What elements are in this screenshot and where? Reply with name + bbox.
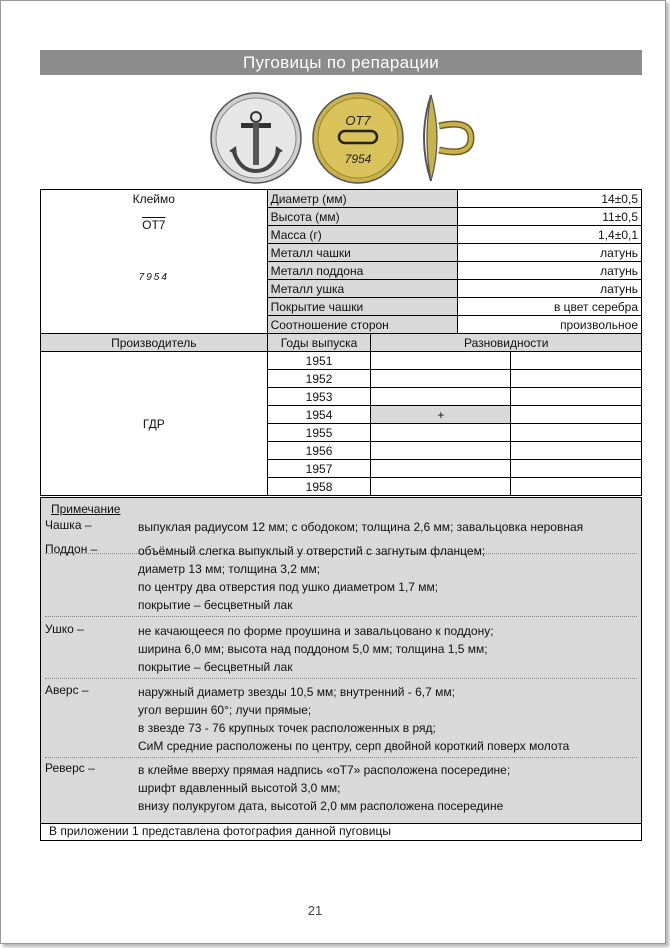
manufacturer-header: Производитель (41, 334, 268, 352)
spec-value: латунь (458, 262, 642, 280)
spec-label: Металл ушка (267, 280, 458, 298)
spec-label: Масса (г) (267, 226, 458, 244)
variant-extra (511, 352, 642, 370)
stamp-top-text: ОТ7 (142, 218, 166, 232)
footer-note: В приложении 1 представлена фотография данной пуговицы (40, 822, 642, 841)
note-base (45, 542, 637, 617)
spec-label: Металл чашки (267, 244, 458, 262)
spec-label: Диаметр (мм) (267, 190, 458, 208)
variant-mark (371, 370, 511, 388)
page-title: Пуговицы по репарации (40, 50, 642, 75)
page-number: 21 (307, 903, 323, 918)
note-reverse (45, 761, 637, 817)
note-label: Ушко – (45, 622, 84, 636)
note-label: Реверс – (45, 761, 95, 775)
year-cell: 1952 (267, 370, 371, 388)
note-label: Аверс – (45, 683, 89, 697)
variant-mark: + (371, 406, 511, 424)
button-illustrations (209, 91, 479, 185)
year-cell: 1953 (267, 388, 371, 406)
spec-value: 1,4±0,1 (458, 226, 642, 244)
year-cell: 1956 (267, 442, 371, 460)
note-line: диаметр 13 мм; толщина 3,2 мм; (138, 562, 321, 576)
variant-extra (511, 442, 642, 460)
note-line: в звезде 73 - 76 крупных точек расположенных в ряд; (138, 721, 436, 735)
variant-mark (371, 478, 511, 496)
year-cell: 1958 (267, 478, 371, 496)
svg-text:ОТ7: ОТ7 (345, 113, 371, 128)
spec-value: произвольное (458, 316, 642, 334)
variant-mark (371, 460, 511, 478)
note-label: Поддон – (45, 542, 98, 556)
variant-extra (511, 460, 642, 478)
spec-value: 11±0,5 (458, 208, 642, 226)
reverse-image (313, 93, 403, 183)
note-line: ширина 6,0 мм; высота над поддоном 5,0 мм; толщина 1,5 мм; (138, 642, 488, 656)
note-line: внизу полукругом дата, высотой 2,0 мм расположена посередине (138, 799, 504, 813)
note-line: не качающееся по форме проушина и завальцовано к поддону; (138, 624, 494, 638)
year-cell: 1955 (267, 424, 371, 442)
variant-extra (511, 388, 642, 406)
spec-label: Покрытие чашки (267, 298, 458, 316)
note-line: в клейме вверху прямая надпись «оТ7» расположена посередине; (138, 763, 511, 777)
notes-section (40, 497, 642, 824)
note-line: угол вершин 60°; лучи прямые; (138, 703, 312, 717)
manufacturer-name: ГДР (41, 352, 268, 496)
note-line: по центру два отверстия под ушко диаметром 1,7 мм; (138, 580, 439, 594)
variants-header: Разновидности (371, 334, 642, 352)
note-line: СиМ средние расположены по центру, серп двойной короткий поверх молота (138, 739, 570, 753)
spec-value: 14±0,5 (458, 190, 642, 208)
variant-extra (511, 406, 642, 424)
spec-value: в цвет серебра (458, 298, 642, 316)
stamp-date-text: 7954 (138, 272, 169, 283)
note-line: наружный диаметр звезды 10,5 мм; внутренний - 6,7 мм; (138, 685, 455, 699)
variant-extra (511, 424, 642, 442)
spec-label: Металл поддона (267, 262, 458, 280)
note-line: объёмный слегка выпуклый у отверстий с загнутым фланцем; (138, 544, 486, 558)
svg-text:7954: 7954 (344, 152, 372, 166)
obverse-image (211, 93, 301, 183)
year-cell: 1957 (267, 460, 371, 478)
notes-header: Примечание (51, 502, 121, 516)
note-line: шрифт вдавленный высотой 3,0 мм; (138, 781, 341, 795)
note-line: покрытие – бесцветный лак (138, 598, 293, 612)
variant-extra (511, 370, 642, 388)
variant-mark (371, 424, 511, 442)
variant-extra (511, 478, 642, 496)
stamp-cell (41, 190, 268, 334)
note-line: покрытие – бесцветный лак (138, 660, 293, 674)
years-header: Годы выпуска (267, 334, 371, 352)
variant-mark (371, 388, 511, 406)
spec-label: Высота (мм) (267, 208, 458, 226)
note-shank (45, 622, 637, 679)
variant-mark (371, 442, 511, 460)
spec-value: латунь (458, 280, 642, 298)
note-label: Чашка – (45, 518, 92, 532)
year-cell: 1954 (267, 406, 371, 424)
note-obverse (45, 683, 637, 758)
year-cell: 1951 (267, 352, 371, 370)
specs-table (40, 189, 642, 496)
note-line: выпуклая радиусом 12 мм; с ободоком; толщина 2,6 мм; завальцовка неровная (138, 520, 584, 534)
side-view-image (424, 95, 471, 181)
stamp-label: Клеймо (132, 192, 175, 206)
spec-value: латунь (458, 244, 642, 262)
spec-label: Соотношение сторон (267, 316, 458, 334)
variant-mark (371, 352, 511, 370)
